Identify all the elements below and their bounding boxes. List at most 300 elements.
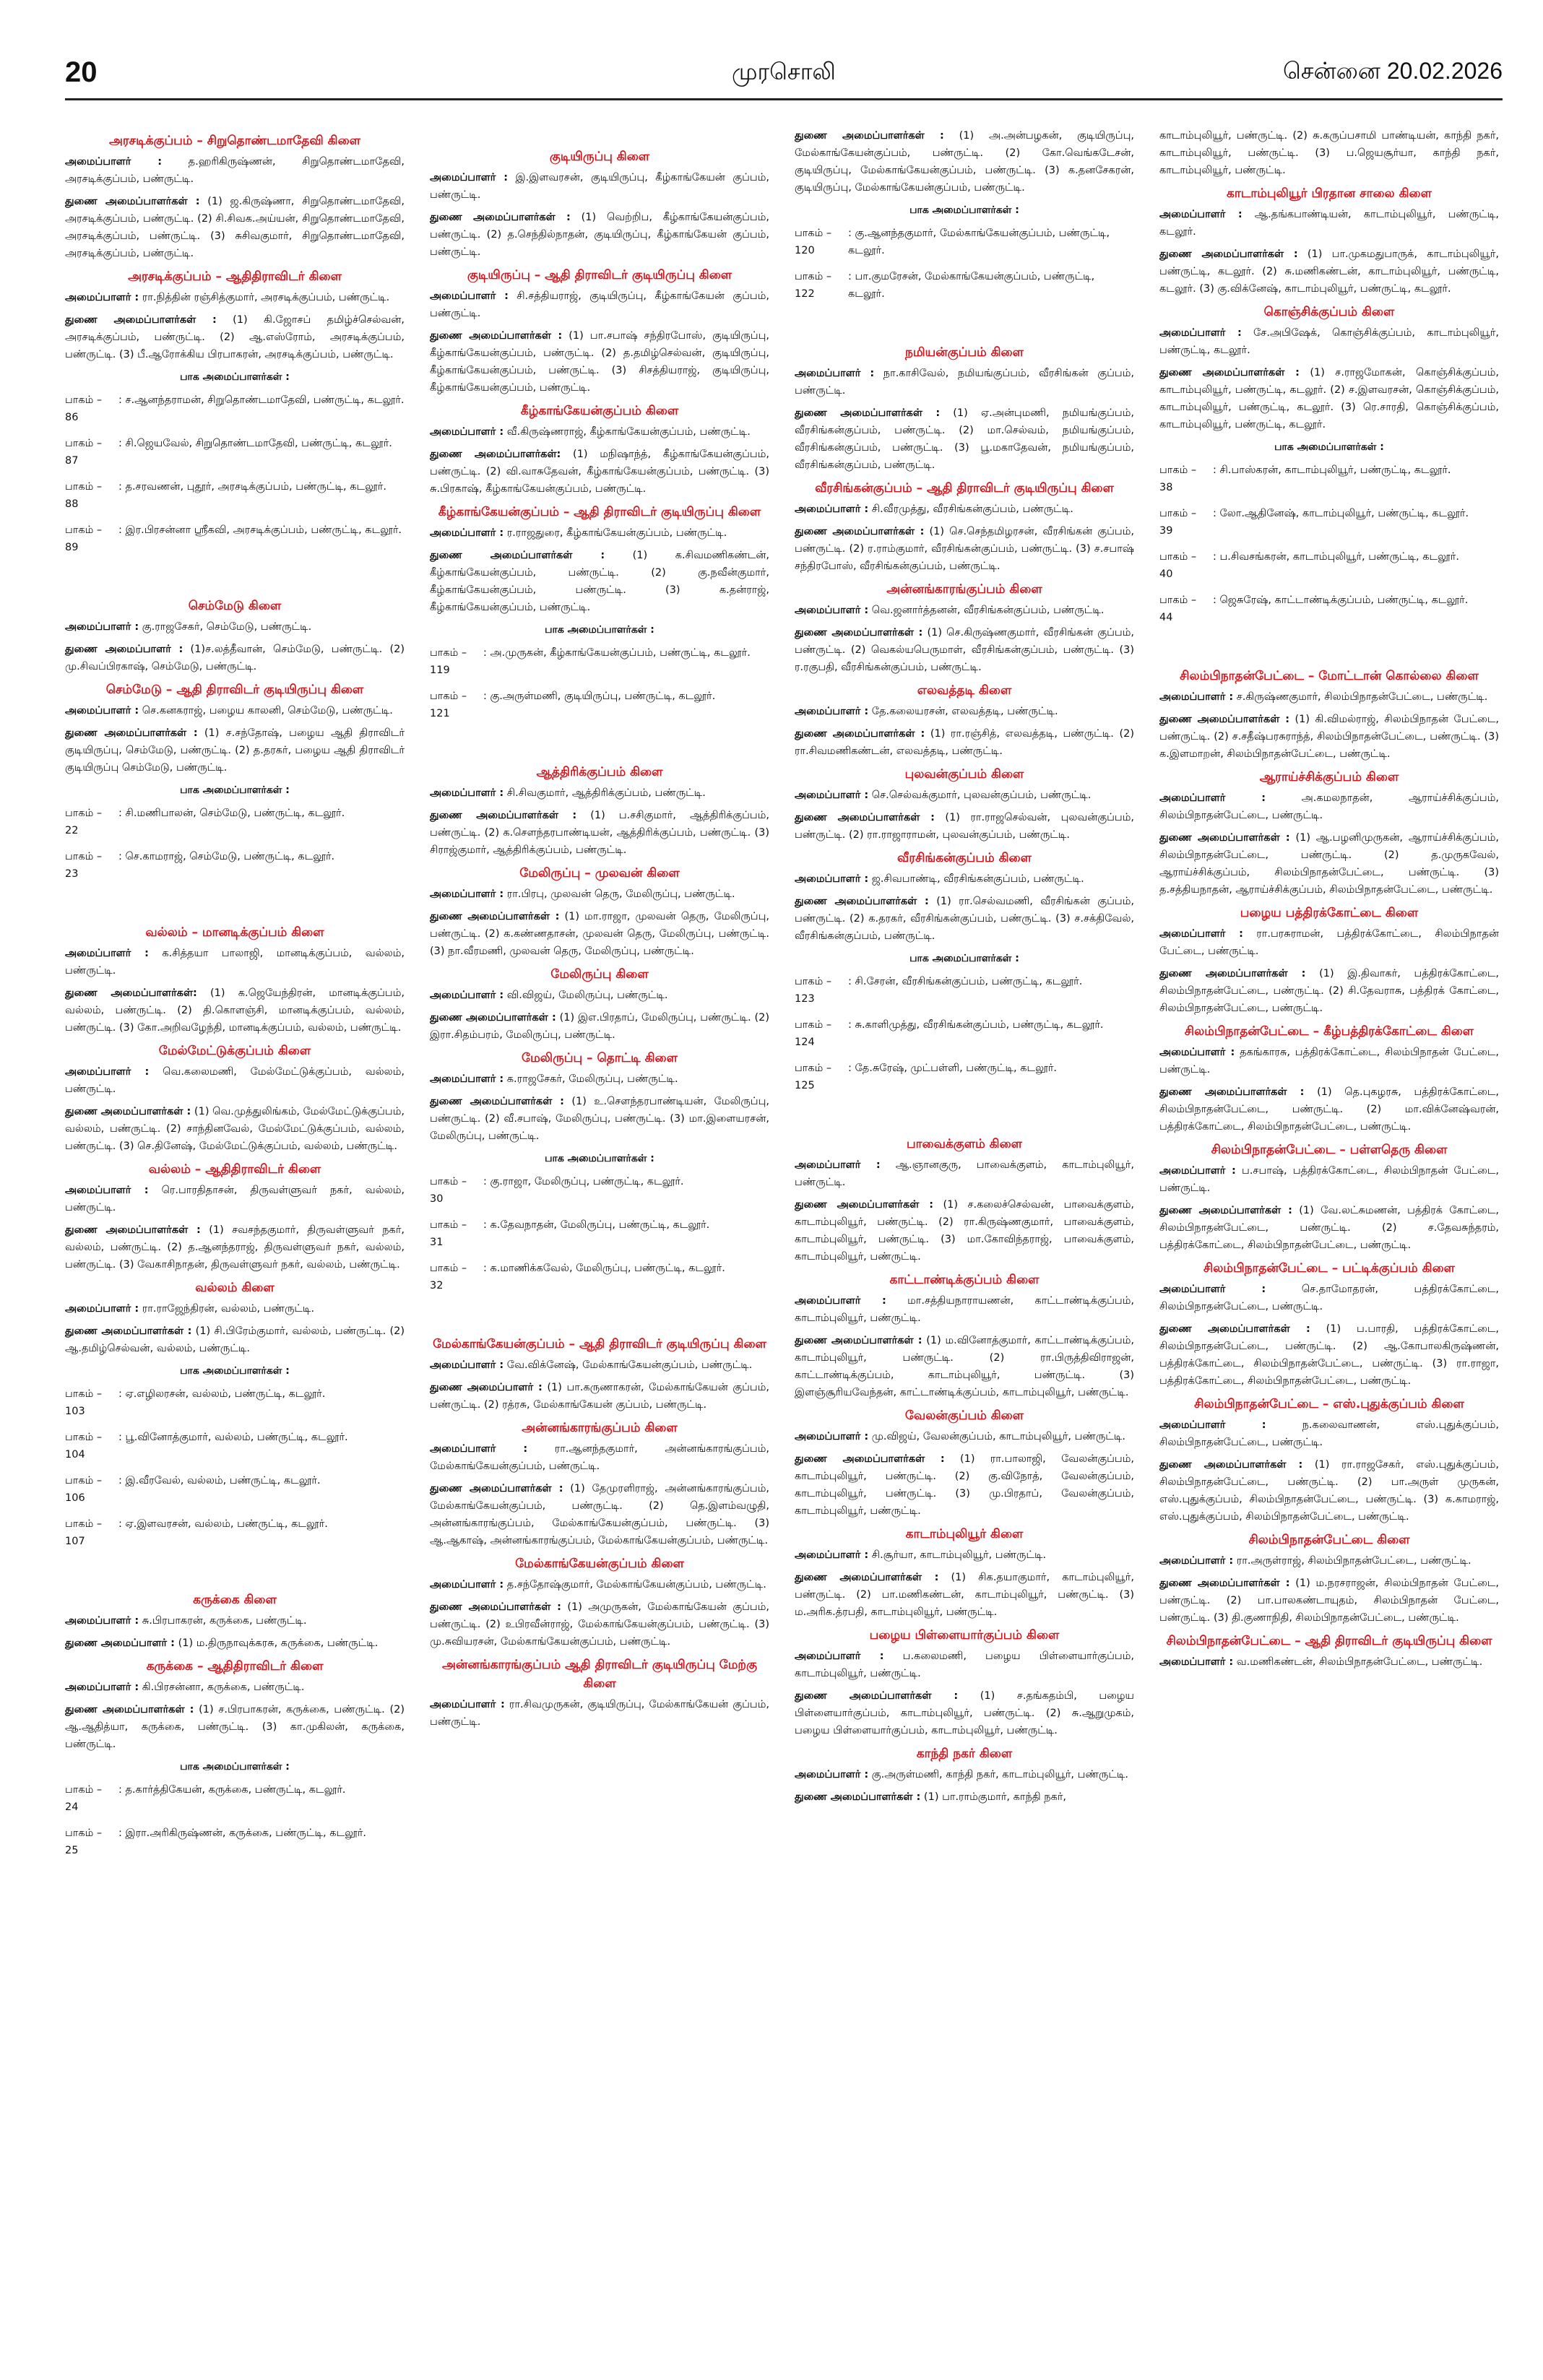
booth-appointee: : ஜெசுரேஷ், காட்டாண்டிக்குப்பம், பண்ருட்டி, கடலூர். bbox=[1213, 594, 1469, 606]
appointee-text: (1) வே.லட்சுமணன், பத்திரக் கோட்டை, சிலம்பிநாதன்பேட்டை, பண்ருட்டி. (2) ச.தேவசுந்தரம், பத்திரக்கோட்டை, சிலம்பிநாதன்பேட்டை, பண்ருட்டி. bbox=[1159, 1205, 1499, 1251]
booth-number: பாகம் – 123 bbox=[795, 976, 832, 1005]
booth-appointee: : ச.ஆனந்தராமன், சிறுதொண்டமாதேவி, பண்ருட்டி, கடலூர். bbox=[118, 394, 405, 406]
branch-heading: கீழ்காங்கேயன்குப்பம் – ஆதி திராவிடர் குடியிருப்பு கிளை bbox=[438, 505, 761, 519]
role-label: துணை அமைப்பாளர்கள் : bbox=[795, 1690, 959, 1702]
appointment-paragraph bbox=[65, 1221, 405, 1273]
appointment-paragraph bbox=[430, 987, 769, 1004]
role-label: அமைப்பாளர் : bbox=[65, 1682, 139, 1693]
role-label: அமைப்பாளர் : bbox=[430, 1579, 504, 1591]
appointee-text: சே.அபிஷேக், கொஞ்சிக்குப்பம், காடாம்புலியூர், பண்ருட்டி, கடலூர். bbox=[1159, 327, 1499, 356]
appointee-text: ஜ.சிவபாண்டி, வீரசிங்கன்குப்பம், பண்ருட்டி. bbox=[868, 873, 1084, 885]
section-spacer bbox=[795, 1103, 1134, 1130]
masthead-divider bbox=[65, 98, 1503, 100]
role-label: அமைப்பாளர் : bbox=[65, 1185, 149, 1196]
appointment-paragraph bbox=[795, 787, 1134, 804]
appointment-paragraph bbox=[795, 127, 1134, 196]
role-label: அமைப்பாளர் : bbox=[795, 368, 875, 379]
appointment-paragraph bbox=[1159, 1202, 1499, 1254]
appointment-paragraph bbox=[795, 1428, 1134, 1445]
appointment-paragraph bbox=[1159, 1653, 1499, 1671]
page-number: 20 bbox=[65, 56, 98, 88]
role-label: துணை அமைப்பாளர்கள்: bbox=[65, 987, 197, 999]
section-spacer bbox=[65, 891, 405, 919]
role-label: அமைப்பாளர் : bbox=[65, 948, 149, 959]
role-label: துணை அமைப்பாளர்கள் : bbox=[1159, 832, 1290, 844]
booth-appointee: : சி.பாஸ்கரன், காடாம்புலியூர், பண்ருட்டி, கடலூர். bbox=[1213, 464, 1451, 476]
dateline: சென்னை 20.02.2026 bbox=[1282, 58, 1503, 84]
branch-heading: மேல்மேட்டுக்குப்பம் கிளை bbox=[158, 1044, 311, 1058]
booth-appointee: : த.சரவணன், புதூர், அரசடிக்குப்பம், பண்ருட்டி, கடலூர். bbox=[118, 481, 386, 493]
appointment-paragraph bbox=[430, 1598, 769, 1650]
appointment-paragraph bbox=[795, 523, 1134, 575]
appointee-text: வெ.ஜனார்த்தனன், வீரசிங்கன்குப்பம், பண்ருட்டி. bbox=[868, 605, 1105, 616]
role-label: துணை அமைப்பாளர்கள் : bbox=[1159, 1086, 1305, 1098]
appointee-text: மா.சத்தியநாராயணன், காட்டாண்டிக்குப்பம், காடாம்புலியூர், பண்ருட்டி. bbox=[795, 1295, 1134, 1324]
appointee-text: (1) ச.சந்தோஷ், பழைய ஆதி திராவிடர் குடியிருப்பு, செம்மேடு, பண்ருட்டி. (2) த.தரகர், பழைய ஆதி திராவிடர் குடியிருப்பு செம்மேடு, பண்ருட்டி. bbox=[65, 727, 405, 774]
role-label: அமைப்பாளர் : bbox=[1159, 792, 1266, 804]
appointee-text: (1) ரா.செல்வமணி, வீரசிங்கன் குப்பம், பண்ருட்டி. (2) க.தரகர், வீரசிங்கன்குப்பம், பண்ருட்டி. (3) ச.சக்திவேல், வீரசிங்கன்குப்பம், பண்ருட்டி. bbox=[795, 896, 1134, 942]
booth-row bbox=[1159, 548, 1499, 583]
booth-section-heading: பாக அமைப்பாளர்கள் : bbox=[909, 953, 1019, 964]
role-label: அமைப்பாளர் : bbox=[1159, 1419, 1266, 1431]
appointment-paragraph bbox=[1159, 1575, 1499, 1627]
booth-number: பாகம் – 38 bbox=[1159, 464, 1197, 493]
appointee-text: (1) மநிஷாந்த், கீழ்காங்கேயன்குப்பம், பண்ருட்டி. (2) வி.வாசுதேவன், கீழ்காங்கேயன்குப்பம், பண்ருட்டி. (3) சு.பிரகாஷ், கீழ்காங்கேயன்குப்பம், பண்ருட்டி. bbox=[430, 449, 769, 495]
booth-appointee: : க.மாணிக்கவேல், மேலிருப்பு, பண்ருட்டி, கடலூர். bbox=[483, 1263, 725, 1274]
appointee-text: சு.பிரபாகரன், கருக்கை, பண்ருட்டி. bbox=[139, 1615, 307, 1627]
role-label: அமைப்பாளர் : bbox=[65, 1066, 150, 1078]
appointee-text: ரா.அருள்ராஜ், சிலம்பிநாதன்பேட்டை, பண்ருட்டி. bbox=[1233, 1555, 1471, 1567]
branch-heading: குடியிருப்பு – ஆதி திராவிடர் குடியிருப்பு கிளை bbox=[467, 268, 732, 282]
appointment-paragraph bbox=[65, 618, 405, 636]
appointee-text: ர.ராஜதுரை, கீழ்காங்கேயன்குப்பம், பண்ருட்டி. bbox=[503, 527, 727, 539]
role-label: அமைப்பாளர் : bbox=[795, 1295, 886, 1307]
appointee-text: (1) ரா.பாலாஜி, வேலன்குப்பம், காடாம்புலியூர், பண்ருட்டி. (2) கு.விநோத், வேலன்குப்பம், காடாம்புலியூர், பண்ருட்டி. (3) மு.பிரதாப், வேலன்குப்பம், காடாம்புலியூர், பண்ருட்டி. bbox=[795, 1453, 1134, 1517]
appointee-text: (1) ச.பிரபாகரன், கருக்கை, பண்ருட்டி. (2) ஆ.ஆதித்யா, கருக்கை, பண்ருட்டி. (3) கா.முகிலன், கருக்கை, பண்ருட்டி. bbox=[65, 1704, 405, 1750]
appointment-paragraph bbox=[1159, 711, 1499, 763]
branch-heading: வீரசிங்கன்குப்பம் கிளை bbox=[897, 851, 1032, 865]
branch-heading: பழைய பிள்ளையார்குப்பம் கிளை bbox=[869, 1628, 1060, 1643]
appointment-paragraph bbox=[795, 725, 1134, 760]
role-label: அமைப்பாளர் : bbox=[795, 873, 869, 885]
appointment-paragraph bbox=[795, 1648, 1134, 1682]
appointee-text: (1) ப.சசிகுமார், ஆத்திரிக்குப்பம், பண்ருட்டி. (2) க.செளந்தரபாண்டியன், ஆத்திரிக்குப்பம், பண்ருட்டி. (3) சிராஜ்குமார், ஆத்திரிக்குப்பம், பண்ருட்டி. bbox=[430, 810, 769, 856]
role-label: அமைப்பாளர் : bbox=[1159, 1284, 1266, 1295]
appointment-paragraph bbox=[795, 1196, 1134, 1265]
appointment-paragraph bbox=[1159, 965, 1499, 1017]
branch-heading: சிலம்பிநாதன்பேட்டை – கீழ்பத்திரக்கோட்டை கிளை bbox=[1184, 1024, 1474, 1039]
role-label: துணை அமைப்பாளர்கள் : bbox=[795, 1572, 939, 1583]
appointee-text: (1) பா.சபாஷ் சந்திரபோஸ், குடியிருப்பு, கீழ்காங்கேயன்குப்பம், பண்ருட்டி. (2) த.தமிழ்செல்வன், குடியிருப்பு, கீழ்காங்கேயன்குப்பம், பண்ருட்டி. (3) சிசத்தியராஜ், குடியிருப்பு, கீழ்காங்கேயன்குப்பம், பண்ருட்டி. bbox=[430, 330, 769, 394]
booth-section-heading: பாக அமைப்பாளர்கள் : bbox=[180, 784, 290, 796]
role-label: துணை அமைப்பாளர்கள் : bbox=[430, 330, 563, 342]
role-label: துணை அமைப்பாளர்கள் : bbox=[430, 1096, 564, 1107]
booth-row bbox=[430, 1173, 769, 1208]
appointment-paragraph bbox=[1159, 246, 1499, 298]
appointment-paragraph bbox=[1159, 829, 1499, 899]
booth-number: பாகம் – 103 bbox=[65, 1388, 103, 1417]
appointment-paragraph bbox=[1159, 1320, 1499, 1390]
appointee-text: தகங்காரசு, பத்திரக்கோட்டை, சிலம்பிநாதன் பேட்டை, பண்ருட்டி. bbox=[1159, 1047, 1499, 1076]
role-label: அமைப்பாளர் : bbox=[430, 1443, 528, 1455]
masthead bbox=[65, 56, 1503, 91]
appointee-text: (1) பா.ராம்குமார், காந்தி நகர், bbox=[920, 1791, 1067, 1803]
role-label: துணை அமைப்பாளர்கள் : bbox=[430, 1601, 561, 1613]
appointment-paragraph bbox=[65, 311, 405, 363]
role-label: துணை அமைப்பாளர்கள் : bbox=[795, 627, 923, 639]
booth-number: பாகம் – 32 bbox=[430, 1263, 467, 1291]
booth-appointee: : சு.காளிமுத்து, வீரசிங்கன்குப்பம், பண்ருட்டி, கடலூர். bbox=[848, 1019, 1104, 1031]
column-3 bbox=[795, 127, 1134, 2352]
appointee-text: ரா.நித்தின் ரஞ்சித்குமார், அரசடிக்குப்பம், பண்ருட்டி. bbox=[139, 292, 390, 303]
branch-heading: ஆராய்ச்சிக்குப்பம் கிளை bbox=[1259, 770, 1399, 784]
booth-row bbox=[65, 1472, 405, 1507]
appointee-text: (1) ரா.ராஜசேகர், எஸ்.புதுக்குப்பம், சிலம்பிநாதன்பேட்டை, பண்ருட்டி. (2) பா.அருள் முருகன், எஸ்.புதுக்குப்பம், சிலம்பிநாதன்பேட்டை, பண்ருட்டி. (3) க.காமராஜ், எஸ்.புதுக்குப்பம், சிலம்பிநாதன்பேட்டை, பண்ருட்டி. bbox=[1159, 1459, 1499, 1523]
appointee-text: சி.சத்தியராஜ், குடியிருப்பு, கீழ்காங்கேயன் குப்பம், பண்ருட்டி. bbox=[430, 290, 769, 319]
booth-row bbox=[65, 805, 405, 839]
branch-heading: வல்லம் – மானடிக்குப்பம் கிளை bbox=[145, 925, 324, 940]
appointment-paragraph bbox=[430, 327, 769, 397]
booth-appointee: : அ.முருகன், கீழ்காங்கேயன்குப்பம், பண்ருட்டி, கடலூர். bbox=[483, 647, 751, 659]
section-spacer bbox=[430, 731, 769, 758]
booth-row bbox=[65, 1515, 405, 1550]
booth-section-heading: பாக அமைப்பாளர்கள் : bbox=[180, 371, 290, 383]
appointment-paragraph bbox=[1159, 1162, 1499, 1197]
appointment-paragraph bbox=[795, 1332, 1134, 1401]
appointment-paragraph bbox=[65, 702, 405, 719]
role-label: துணை அமைப்பாளர்கள் : bbox=[795, 812, 935, 823]
booth-row bbox=[65, 1429, 405, 1463]
booth-appointee: : தே.சுரேஷ், முட்பள்ளி, பண்ருட்டி, கடலூர். bbox=[848, 1063, 1058, 1074]
appointee-text: (1) க.சிவமணிகண்டன், கீழ்காங்கேயன்குப்பம், பண்ருட்டி. (2) கு.நவீன்குமார், கீழ்காங்கேயன்குப்பம், பண்ருட்டி. (3) க.தன்ராஜ், கீழ்காங்கேயன்குப்பம், பண்ருட்டி. bbox=[430, 550, 769, 613]
appointment-paragraph bbox=[65, 945, 405, 979]
appointment-paragraph bbox=[795, 893, 1134, 945]
appointment-paragraph bbox=[430, 1696, 769, 1731]
branch-heading: வல்லம் கிளை bbox=[195, 1281, 275, 1295]
branch-heading: கீழ்காங்கேயன்குப்பம் கிளை bbox=[520, 404, 679, 418]
appointee-text: ந.கலைவாணன், எஸ்.புதுக்குப்பம், சிலம்பிநாதன்பேட்டை, பண்ருட்டி. bbox=[1159, 1419, 1499, 1448]
role-label: அமைப்பாளர் : bbox=[430, 1359, 504, 1371]
role-label: துணை அமைப்பாளர்கள் : bbox=[1159, 248, 1298, 260]
appointee-text: அ.கமலநாதன், ஆராய்ச்சிக்குப்பம், சிலம்பிநாதன்பேட்டை, பண்ருட்டி. bbox=[1159, 792, 1499, 821]
appointment-paragraph bbox=[65, 1063, 405, 1098]
booth-row bbox=[795, 1016, 1134, 1051]
branch-heading: அரசடிக்குப்பம் – ஆதிதிராவிடர் கிளை bbox=[128, 269, 342, 284]
booth-number: பாகம் – 121 bbox=[430, 691, 467, 719]
booth-appointee: : பா.குமரேசன், மேல்காங்கேயன்குப்பம், பண்ருட்டி, கடலூர். bbox=[848, 271, 1095, 300]
role-label: துணை அமைப்பாளர் : bbox=[430, 1382, 543, 1393]
appointment-paragraph bbox=[795, 1450, 1134, 1520]
role-label: துணை அமைப்பாளர்கள் : bbox=[795, 407, 941, 419]
branch-heading: ஆத்திரிக்குப்பம் கிளை bbox=[536, 765, 663, 779]
booth-number: பாகம் – 107 bbox=[65, 1518, 103, 1547]
branch-heading: சிலம்பிநாதன்பேட்டை – ஆதி திராவிடர் குடியிருப்பு கிளை bbox=[1166, 1634, 1492, 1648]
appointee-text: (1) ஜ.கிருஷ்ணா, சிறுதொண்டமாதேவி, அரசடிக்குப்பம், பண்ருட்டி. (2) சி.சிவக.அய்யன், சிறுதொண்டமாதேவி, அரசடிக்குப்பம், பண்ருட்டி. (3) சுசிவகுமார், சிறுதொண்டமாதேவி, அரசடிக்குப்பம், பண்ருட்டி. bbox=[65, 196, 405, 259]
booth-appointee: : சி.மணிபாலன், செம்மேடு, பண்ருட்டி, கடலூர். bbox=[118, 808, 345, 819]
appointment-paragraph bbox=[1159, 364, 1499, 433]
booth-appointee: : கு.அருள்மணி, குடியிருப்பு, பண்ருட்டி, கடலூர். bbox=[483, 691, 716, 702]
appointee-text: வி.விஜய், மேலிருப்பு, பண்ருட்டி. bbox=[503, 990, 668, 1001]
appointee-text: நா.காசிவேல், நமியங்குப்பம், வீரசிங்கன் குப்பம், பண்ருட்டி. bbox=[795, 368, 1134, 397]
appointment-paragraph bbox=[795, 1156, 1134, 1191]
appointee-text: (1) சிக.தயாகுமார், காடாம்புலியூர், பண்ருட்டி. (2) பா.மணிகண்டன், காடாம்புலியூர், பண்ருட்டி. (3) ம.அரிக.த்ரபதி, காடாம்புலியூர், பண்ருட்டி. bbox=[795, 1572, 1134, 1618]
booth-row bbox=[65, 435, 405, 469]
section-spacer bbox=[1159, 635, 1499, 662]
booth-appointee: : ஏ.இளவரசன், வல்லம், பண்ருட்டி, கடலூர். bbox=[118, 1518, 328, 1530]
booth-number: பாகம் – 106 bbox=[65, 1475, 103, 1504]
section-spacer bbox=[430, 127, 769, 143]
booth-row bbox=[795, 1060, 1134, 1094]
booth-row bbox=[65, 1781, 405, 1816]
role-label: அமைப்பாளர் : bbox=[65, 156, 163, 168]
branch-heading: அன்னங்காரங்குப்பம் கிளை bbox=[522, 1421, 678, 1435]
appointment-paragraph bbox=[795, 1687, 1134, 1739]
appointment-paragraph bbox=[430, 1009, 769, 1044]
role-label: துணை அமைப்பாளர்கள் : bbox=[1159, 1205, 1292, 1216]
appointment-paragraph bbox=[65, 1103, 405, 1155]
appointee-text: கு.அருள்மணி, காந்தி நகர், காடாம்புலியூர், பண்ருட்டி. bbox=[868, 1769, 1129, 1780]
appointee-text: வெ.கலைமணி, மேல்மேட்டுக்குப்பம், வல்லம், பண்ருட்டி. bbox=[65, 1066, 405, 1095]
appointment-paragraph bbox=[795, 703, 1134, 720]
appointment-paragraph bbox=[1159, 925, 1499, 960]
role-label: அமைப்பாளர் : bbox=[1159, 209, 1242, 220]
appointment-paragraph bbox=[65, 153, 405, 188]
branch-heading: மேலிருப்பு – தொட்டி கிளை bbox=[522, 1051, 678, 1065]
appointee-text: (1) ஆ.பழனிமுருகன், ஆராய்ச்சிக்குப்பம், சிலம்பிநாதன்பேட்டை, பண்ருட்டி. (2) த.முருகவேல், ஆராய்ச்சிக்குப்பம், சிலம்பிநாதன்பேட்டை, பண்ருட்டி. (3) த.சத்தியநாதன், ஆராய்ச்சிக்குப்பம், சிலம்பிநாதன்பேட்டை, பண்ருட்டி. bbox=[1159, 832, 1499, 896]
role-label: துணை அமைப்பாளர்கள் : bbox=[65, 1704, 194, 1715]
booth-appointee: : கு.ஆனந்தகுமார், மேல்காங்கேயன்குப்பம், பண்ருட்டி, கடலூர். bbox=[848, 228, 1110, 256]
booth-appointee: : சி.ஜெயவேல், சிறுதொண்டமாதேவி, பண்ருட்டி, கடலூர். bbox=[118, 438, 392, 449]
branch-heading: சிலம்பிநாதன்பேட்டை – எஸ்.புதுக்குப்பம் கிளை bbox=[1194, 1397, 1464, 1411]
booth-row bbox=[65, 848, 405, 883]
role-label: அமைப்பாளர் : bbox=[65, 621, 139, 633]
appointee-text: (1)ச.லத்தீவான், செம்மேடு, பண்ருட்டி. (2) மு.சிவப்பிரகாஷ், செம்மேடு, பண்ருட்டி. bbox=[65, 644, 405, 672]
appointment-paragraph bbox=[430, 1576, 769, 1593]
booth-row bbox=[65, 1385, 405, 1420]
appointment-paragraph bbox=[795, 501, 1134, 518]
appointee-text: வே.விக்னேஷ், மேல்காங்கேயன்குப்பம், பண்ருட்டி. bbox=[503, 1359, 753, 1371]
section-spacer bbox=[65, 1559, 405, 1586]
appointee-text: (1) ச.ராஜமோகன், கொஞ்சிக்குப்பம், காடாம்புலியூர், பண்ருட்டி, கடலூர். (2) ச.இளவரசன், கொஞ்சிக்குப்பம், காடாம்புலியூர், பண்ருட்டி, கடலூர். (3) ரெ.சாரதி, கொஞ்சிக்குப்பம், காடாம்புலியூர், பண்ருட்டி, கடலூர். bbox=[1159, 367, 1499, 430]
role-label: துணை அமைப்பாளர்கள் : bbox=[65, 1224, 201, 1236]
booth-number: பாகம் – 23 bbox=[65, 851, 103, 880]
appointment-paragraph bbox=[430, 423, 769, 441]
section-spacer bbox=[65, 565, 405, 592]
booth-number: பாகம் – 87 bbox=[65, 438, 103, 467]
role-label: அமைப்பாளர் : bbox=[430, 290, 509, 302]
role-label: அமைப்பாளர் : bbox=[795, 1431, 869, 1442]
appointee-text: க.ராஜசேகர், மேலிருப்பு, பண்ருட்டி. bbox=[503, 1073, 678, 1085]
appointee-text: கி.பிரசன்னா, கருக்கை, பண்ருட்டி. bbox=[139, 1682, 305, 1693]
appointee-text: (1) கி.விமல்ராஜ், சிலம்பிநாதன் பேட்டை, பண்ருட்டி. (2) ச.சதீஷ்பரசுராந்த், சிலம்பிநாதன்பேட்டை, பண்ருட்டி. (3) க.இளமாறன், சிலம்பிநாதன்பேட்டை, பண்ருட்டி. bbox=[1159, 714, 1499, 760]
appointment-paragraph bbox=[430, 1093, 769, 1145]
appointment-paragraph bbox=[430, 547, 769, 616]
booth-number: பாகம் – 44 bbox=[1159, 594, 1197, 623]
booth-number: பாகம் – 88 bbox=[65, 481, 103, 510]
appointee-text: க.சித்தயா பாலாஜி, மானடிக்குப்பம், வல்லம், பண்ருட்டி. bbox=[65, 948, 405, 977]
appointment-paragraph bbox=[430, 524, 769, 542]
booth-number: பாகம் – 120 bbox=[795, 228, 832, 256]
appointee-text: (1) ம.நரசராஜன், சிலம்பிநாதன் பேட்டை, பண்ருட்டி. (2) பா.பாலகண்டாயுதம், சிலம்பிநாதன் பேட்டை, பண்ருட்டி. (3) தி.குணாநிதி, சிலம்பிநாதன்பேட்டை, பண்ருட்டி. bbox=[1159, 1578, 1499, 1624]
appointee-text: ஆ.தங்கபாண்டியன், காடாம்புலியூர், பண்ருட்டி, கடலூர். bbox=[1159, 209, 1499, 238]
appointment-paragraph bbox=[795, 1569, 1134, 1621]
appointee-text: (1) சி.பிரேம்குமார், வல்லம், பண்ருட்டி. (2) ஆ.தமிழ்செல்வன், வல்லம், பண்ருட்டி. bbox=[65, 1325, 405, 1354]
booth-number: பாகம் – 30 bbox=[430, 1176, 467, 1205]
appointee-text: செ.தாமோதரன், பத்திரக்கோட்டை, சிலம்பிநாதன்பேட்டை, பண்ருட்டி. bbox=[1159, 1284, 1499, 1312]
appointee-text: கு.ராஜசேகர், செம்மேடு, பண்ருட்டி. bbox=[139, 621, 312, 633]
appointee-text: காடாம்புலியூர், பண்ருட்டி. (2) சு.கருப்பசாமி பாண்டியன், காந்தி நகர், காடாம்புலியூர், பண்ருட்டி. (3) ப.ஜெயசூர்யா, காந்தி நகர், காடாம்புலியூர், பண்ருட்டி. bbox=[1159, 130, 1499, 176]
booth-number: பாகம் – 39 bbox=[1159, 508, 1197, 537]
branch-heading: சிலம்பிநாதன்பேட்டை – மோட்டான் கொல்லை கிளை bbox=[1180, 669, 1479, 683]
role-label: துணை அமைப்பாளர்கள் : bbox=[795, 130, 944, 142]
booth-row bbox=[1159, 592, 1499, 626]
appointee-text: செ.செல்வக்குமார், புலவன்குப்பம், பண்ருட்டி. bbox=[868, 789, 1092, 801]
booth-appointee: : த.கார்த்திகேயன், கருக்கை, பண்ருட்டி, கடலூர். bbox=[118, 1784, 346, 1796]
role-label: துணை அமைப்பாளர்கள் : bbox=[1159, 367, 1300, 378]
appointee-text: ப.சபாஷ், பத்திரக்கோட்டை, சிலம்பிநாதன் பேட்டை, பண்ருட்டி. bbox=[1159, 1165, 1499, 1194]
appointment-paragraph bbox=[65, 1182, 405, 1216]
booth-number: பாகம் – 22 bbox=[65, 808, 103, 836]
appointment-paragraph bbox=[1159, 1416, 1499, 1451]
booth-section-heading: பாக அமைப்பாளர்கள் : bbox=[545, 1153, 654, 1164]
appointee-text: இ.இளவரசன், குடியிருப்பு, கீழ்காங்கேயன் குப்பம், பண்ருட்டி. bbox=[430, 172, 769, 201]
booth-number: பாகம் – 86 bbox=[65, 394, 103, 423]
appointment-paragraph bbox=[1159, 1281, 1499, 1315]
branch-heading: மேல்காங்கேயன்குப்பம் கிளை bbox=[515, 1557, 684, 1571]
booth-row bbox=[430, 1216, 769, 1251]
booth-row bbox=[65, 522, 405, 556]
appointee-text: (1) ப.பாரதி, பத்திரக்கோட்டை, சிலம்பிநாதன்பேட்டை, பண்ருட்டி. (2) ஆ.கோபாலகிருஷ்ணன், பத்திரக்கோட்டை, சிலம்பிநாதன்பேட்டை, பண்ருட்டி. (3) ரா.ராஜா, பத்திரக்கோட்டை, சிலம்பிநாதன்பேட்டை, பண்ருட்டி. bbox=[1159, 1323, 1499, 1387]
appointee-text: சி.சிவகுமார், ஆத்திரிக்குப்பம், பண்ருட்டி. bbox=[503, 787, 706, 799]
appointee-text: (1) கி.ஜோசப் தமிழ்ச்செல்வன், அரசடிக்குப்பம், பண்ருட்டி. (2) ஆ.எஸ்ரோம், அரசடிக்குப்பம், பண்ருட்டி. (3) பீ.ஆரோக்கிய பிரபாகரன், அரசடிக்குப்பம், பண்ருட்டி. bbox=[65, 314, 405, 360]
booth-appointee: : செ.காமராஜ், செம்மேடு, பண்ருட்டி, கடலூர். bbox=[118, 851, 335, 862]
appointee-text: (1) பா.கருணாகரன், மேல்காங்கேயன் குப்பம், பண்ருட்டி. (2) ரத்ரசு, மேல்காங்கேயன் குப்பம், பண்ருட்டி. bbox=[430, 1382, 769, 1411]
appointment-paragraph bbox=[430, 1070, 769, 1088]
appointment-paragraph bbox=[65, 724, 405, 776]
appointee-text: ரா.ராஜேந்திரன், வல்லம், பண்ருட்டி. bbox=[139, 1303, 315, 1315]
booth-number: பாகம் – 125 bbox=[795, 1063, 832, 1091]
branch-heading: அரசடிக்குப்பம் – சிறுதொண்டமாதேவி கிளை bbox=[108, 134, 360, 148]
booth-number: பாகம் – 119 bbox=[430, 647, 467, 676]
branch-heading: அன்னங்காரங்குப்பம் ஆதி திராவிடர் குடியிருப்பு மேற்கு கிளை bbox=[442, 1658, 757, 1691]
appointee-text: மு.விஜய், வேலன்குப்பம், காடாம்புலியூர், பண்ருட்டி. bbox=[868, 1431, 1125, 1442]
branch-heading: சிலம்பிநாதன்பேட்டை – பட்டிக்குப்பம் கிளை bbox=[1203, 1261, 1455, 1276]
appointment-paragraph bbox=[430, 784, 769, 802]
role-label: துணை அமைப்பாளர்கள் : bbox=[795, 896, 929, 907]
appointment-paragraph bbox=[430, 1356, 769, 1374]
appointment-paragraph bbox=[65, 1300, 405, 1317]
role-label: அமைப்பாளர் : bbox=[795, 1159, 881, 1171]
booth-section-heading: பாக அமைப்பாளர்கள் : bbox=[909, 204, 1019, 216]
appointment-paragraph bbox=[65, 985, 405, 1037]
appointee-text: (1) அமுருகன், மேல்காங்கேயன் குப்பம், பண்ருட்டி. (2) உபிரவீன்ராஜ், மேல்காங்கேயன்குப்பம், பண்ருட்டி. (3) மு.சுவியரசன், மேல்காங்கேயன்குப்பம், பண்ருட்டி. bbox=[430, 1601, 769, 1648]
appointee-text: ச.கிருஷ்ணகுமார், சிலம்பிநாதன்பேட்டை, பண்ருட்டி. bbox=[1233, 691, 1488, 703]
booth-row bbox=[430, 1260, 769, 1294]
branch-heading: வீரசிங்கன்குப்பம் – ஆதி திராவிடர் குடியிருப்பு கிளை bbox=[815, 481, 1114, 496]
appointment-paragraph bbox=[1159, 206, 1499, 241]
branch-heading: பழைய பத்திரக்கோட்டை கிளை bbox=[1240, 906, 1419, 920]
appointee-text: த.ஹரிகிருஷ்ணன், சிறுதொண்டமாதேவி, அரசடிக்குப்பம், பண்ருட்டி. bbox=[65, 156, 405, 185]
appointee-text: ரா.ஆனந்தகுமார், அன்னங்காரங்குப்பம், மேல்காங்கேயன்குப்பம், பண்ருட்டி. bbox=[430, 1443, 769, 1472]
appointment-paragraph bbox=[795, 624, 1134, 676]
booth-number: பாகம் – 89 bbox=[65, 524, 103, 553]
appointment-paragraph bbox=[65, 193, 405, 262]
appointment-paragraph bbox=[1159, 1044, 1499, 1078]
booth-appointee: : லோ.ஆதினேஷ், காடாம்புலியூர், பண்ருட்டி, கடலூர். bbox=[1213, 508, 1469, 519]
appointment-paragraph bbox=[430, 886, 769, 903]
role-label: துணை அமைப்பாளர்கள் : bbox=[1159, 1459, 1303, 1471]
role-label: துணை அமைப்பாளர் : bbox=[65, 644, 183, 655]
role-label: துணை அமைப்பாளர்கள் : bbox=[795, 1791, 921, 1803]
role-label: அமைப்பாளர் : bbox=[795, 605, 869, 616]
appointee-text: (1) ரா.ராஜசெல்வன், புலவன்குப்பம், பண்ருட்டி. (2) ரா.ராஜாராமன், புலவன்குப்பம், பண்ருட்டி. bbox=[795, 812, 1134, 841]
role-label: அமைப்பாளர் : bbox=[1159, 928, 1243, 940]
appointment-paragraph bbox=[65, 1635, 405, 1652]
role-label: அமைப்பாளர் : bbox=[65, 1303, 139, 1315]
appointment-paragraph bbox=[430, 908, 769, 960]
appointment-paragraph bbox=[1159, 127, 1499, 179]
appointee-text: (1) பா.முகமதுபாருக், காடாம்புலியூர், பண்ருட்டி, கடலூர். (2) சு.மணிகண்டன், காடாம்புலியூர், பண்ருட்டி, கடலூர். (3) கு.விக்னேஷ், காடாம்புலியூர், பண்ருட்டி, கடலூர். bbox=[1159, 248, 1499, 295]
booth-appointee: : இரா.அரிகிருஷ்ணன், கருக்கை, பண்ருட்டி, கடலூர். bbox=[118, 1827, 367, 1839]
booth-appointee: : இர.பிரசன்னா ஸ்ரீகவி, அரசடிக்குப்பம், பண்ருட்டி, கடலூர். bbox=[118, 524, 402, 536]
branch-heading: சிலம்பிநாதன்பேட்டை கிளை bbox=[1248, 1533, 1410, 1547]
role-label: அமைப்பாளர் : bbox=[1159, 327, 1242, 339]
branch-heading: பாவைக்குளம் கிளை bbox=[906, 1137, 1023, 1151]
appointment-paragraph bbox=[795, 870, 1134, 888]
booth-row bbox=[795, 973, 1134, 1008]
appointee-text: ரா.பிரபு, முலவன் தெரு, மேலிருப்பு, பண்ருட்டி. bbox=[503, 888, 735, 900]
appointment-paragraph bbox=[65, 1323, 405, 1357]
branch-heading: மேலிருப்பு கிளை bbox=[550, 967, 649, 982]
role-label: அமைப்பாளர் : bbox=[65, 292, 139, 303]
role-label: துணை அமைப்பாளர்கள் : bbox=[65, 196, 200, 207]
role-label: அமைப்பாளர் : bbox=[795, 1549, 869, 1561]
role-label: துணை அமைப்பாளர்கள் : bbox=[65, 1325, 192, 1337]
booth-section-heading: பாக அமைப்பாளர்கள் : bbox=[545, 624, 654, 636]
booth-number: பாகம் – 24 bbox=[65, 1784, 103, 1813]
branch-heading: வல்லம் – ஆதிதிராவிடர் கிளை bbox=[148, 1162, 321, 1177]
appointee-text: சி.சூர்யா, காடாம்புலியூர், பண்ருட்டி. bbox=[868, 1549, 1047, 1561]
appointee-text: ஆ.ஞானகுரு, பாவைக்குளம், காடாம்புலியூர், பண்ருட்டி. bbox=[795, 1159, 1134, 1188]
appointee-text: (1) இஎ.பிரதாப், மேலிருப்பு, பண்ருட்டி. (2) இரா.சிதம்பரம், மேலிருப்பு, பண்ருட்டி. bbox=[430, 1012, 769, 1041]
role-label: அமைப்பாளர் : bbox=[430, 527, 504, 539]
appointment-paragraph bbox=[430, 446, 769, 498]
role-label: துணை அமைப்பாளர்கள் : bbox=[795, 1335, 922, 1346]
branch-heading: காடாம்புலியூர் கிளை bbox=[905, 1527, 1024, 1541]
branch-heading: புலவன்குப்பம் கிளை bbox=[904, 767, 1024, 782]
role-label: துணை அமைப்பாளர்கள் : bbox=[795, 526, 925, 537]
appointee-text: சி.வீரமுத்து, வீரசிங்கன்குப்பம், பண்ருட்டி. bbox=[868, 503, 1073, 515]
role-label: அமைப்பாளர் : bbox=[430, 888, 504, 900]
role-label: துணை அமைப்பாளர்கள் : bbox=[430, 550, 605, 561]
section-spacer bbox=[795, 311, 1134, 339]
appointee-text: ப.கலைமணி, பழைய பிள்ளையார்குப்பம், காடாம்புலியூர், பண்ருட்டி. bbox=[795, 1650, 1134, 1679]
role-label: துணை அமைப்பாளர்கள் : bbox=[1159, 1578, 1290, 1589]
role-label: துணை அமைப்பாளர்கள் : bbox=[795, 1453, 945, 1465]
booth-number: பாகம் – 31 bbox=[430, 1219, 467, 1248]
role-label: அமைப்பாளர் : bbox=[1159, 1656, 1234, 1668]
role-label: அமைப்பாளர் : bbox=[430, 172, 509, 183]
booth-row bbox=[430, 688, 769, 722]
branch-heading: செம்மேடு கிளை bbox=[188, 599, 282, 613]
appointment-paragraph bbox=[430, 169, 769, 204]
appointment-paragraph bbox=[65, 289, 405, 306]
role-label: அமைப்பாளர் : bbox=[795, 503, 869, 515]
appointment-paragraph bbox=[1159, 1083, 1499, 1135]
appointment-paragraph bbox=[430, 1379, 769, 1414]
role-label: அமைப்பாளர் : bbox=[1159, 1165, 1236, 1177]
booth-section-heading: பாக அமைப்பாளர்கள் : bbox=[1274, 441, 1384, 453]
